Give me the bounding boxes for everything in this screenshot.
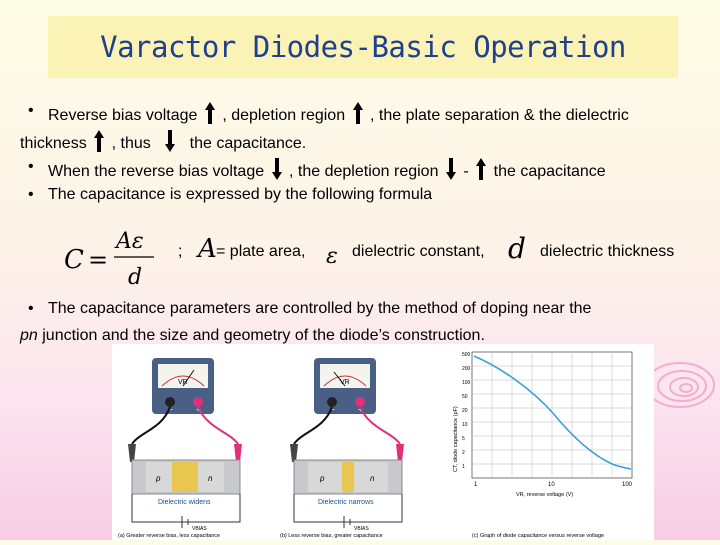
bullet-1-text-d: thickness <box>20 135 87 152</box>
x-axis-label: VR, reverse voltage (V) <box>516 492 574 498</box>
arrow-up-icon <box>205 102 215 124</box>
figure-illustration <box>112 344 654 540</box>
arrow-up-icon <box>94 130 104 152</box>
meter-b-minus: − <box>330 405 335 414</box>
bullet-2-text-b: , the depletion region <box>289 163 439 180</box>
caption-c: (c) Graph of diode capacitance versus reverse voltage <box>472 533 605 539</box>
area-symbol: A <box>198 234 217 264</box>
arrow-down-icon <box>165 130 175 152</box>
x-tick-100: 100 <box>622 482 633 488</box>
bullet-2-text-c: - <box>463 163 469 180</box>
varactor-figure <box>112 344 654 540</box>
bullet-marker: • <box>28 158 34 175</box>
title-banner <box>48 16 678 78</box>
n-label-b: n <box>370 474 375 483</box>
arrow-down-icon <box>272 158 282 180</box>
x-tick-1: 1 <box>474 482 478 488</box>
p-label-b: p <box>320 474 325 483</box>
y-axis-label: CT, diode capacitance (pF) <box>453 406 459 472</box>
bullet-4-text-pn: pn <box>20 327 38 344</box>
bullet-marker: • <box>28 186 34 203</box>
meter-a-minus: − <box>168 405 173 414</box>
y-tick-label: 2 <box>462 450 465 456</box>
meter-b-plus: + <box>358 405 363 414</box>
bullet-1-line-2 <box>20 130 306 153</box>
capacitance-formula <box>62 224 182 294</box>
area-definition: = plate area, <box>216 243 306 260</box>
formula-denominator: d <box>128 265 143 290</box>
bullet-2-text-a: When the reverse bias voltage <box>48 163 265 180</box>
bullet-2-line <box>48 158 606 181</box>
p-label-a: p <box>156 474 161 483</box>
formula-lhs: C <box>64 245 84 275</box>
vbias-b: VBIAS <box>354 526 369 532</box>
panel-b <box>280 358 404 539</box>
bullet-1-line-1 <box>48 102 629 125</box>
slide-title: Varactor Diodes-Basic Operation <box>100 30 626 64</box>
caption-b: (b) Less reverse bias, greater capacitance <box>280 533 383 539</box>
y-tick-label: 1 <box>462 464 465 470</box>
formula-equals: = <box>88 246 109 274</box>
dielectric-narrows: Dielectric narrows <box>318 499 374 506</box>
bullet-4-line-2 <box>20 327 485 345</box>
bullet-marker: • <box>28 102 34 119</box>
bullet-4-line-1 <box>48 300 591 318</box>
bullet-marker: • <box>28 300 34 317</box>
bullet-3-text: The capacitance is expressed by the following formula <box>48 186 433 203</box>
bullet-1-text-e: , thus <box>111 135 151 152</box>
bullet-1-text-a: Reverse bias voltage <box>48 107 198 124</box>
x-tick-10: 10 <box>548 482 555 488</box>
bullet-4-text-b: junction and the size and geometry of the diode’s construction. <box>37 327 485 344</box>
y-tick-label: 20 <box>462 408 468 414</box>
arrow-up-icon <box>476 158 486 180</box>
y-tick-label: 10 <box>462 422 468 428</box>
d-symbol: d <box>508 232 526 265</box>
y-tick-label: 5 <box>462 436 465 442</box>
d-definition: dielectric thickness <box>540 243 675 260</box>
depletion-b <box>342 462 354 492</box>
arrow-up-icon <box>353 102 363 124</box>
epsilon-definition: dielectric constant, <box>352 243 485 260</box>
vbias-a: VBIAS <box>192 526 207 532</box>
formula-separator: ; <box>178 243 183 260</box>
bullet-1-text-f: the capacitance. <box>189 135 307 152</box>
meter-a-plus: + <box>196 405 201 414</box>
meter-b-label: VR <box>340 379 350 386</box>
formula-numerator: Aε <box>116 229 144 254</box>
panel-c-graph <box>453 352 633 539</box>
dielectric-widens: Dielectric widens <box>158 499 211 506</box>
arrow-down-icon <box>446 158 456 180</box>
n-label-a: n <box>208 474 213 483</box>
bullet-3-line <box>48 186 432 204</box>
depletion-a <box>172 462 198 492</box>
meter-a-label: VR <box>178 379 188 386</box>
panel-a <box>118 358 242 539</box>
bullet-1-text-c: , the plate separation & the dielectric <box>370 107 629 124</box>
bullet-4-text-a: The capacitance parameters are controlled by the method of doping near the <box>48 300 592 317</box>
y-tick-label: 50 <box>462 394 468 400</box>
y-tick-label: 500 <box>462 352 471 358</box>
bullet-2-text-d: the capacitance <box>493 163 606 180</box>
y-tick-label: 100 <box>462 380 471 386</box>
bullet-1-text-b: , depletion region <box>222 107 346 124</box>
caption-a: (a) Greater reverse bias, less capacitance <box>118 533 221 539</box>
y-tick-labels <box>462 352 471 470</box>
y-tick-label: 200 <box>462 366 471 372</box>
epsilon-symbol: ε <box>326 244 338 269</box>
